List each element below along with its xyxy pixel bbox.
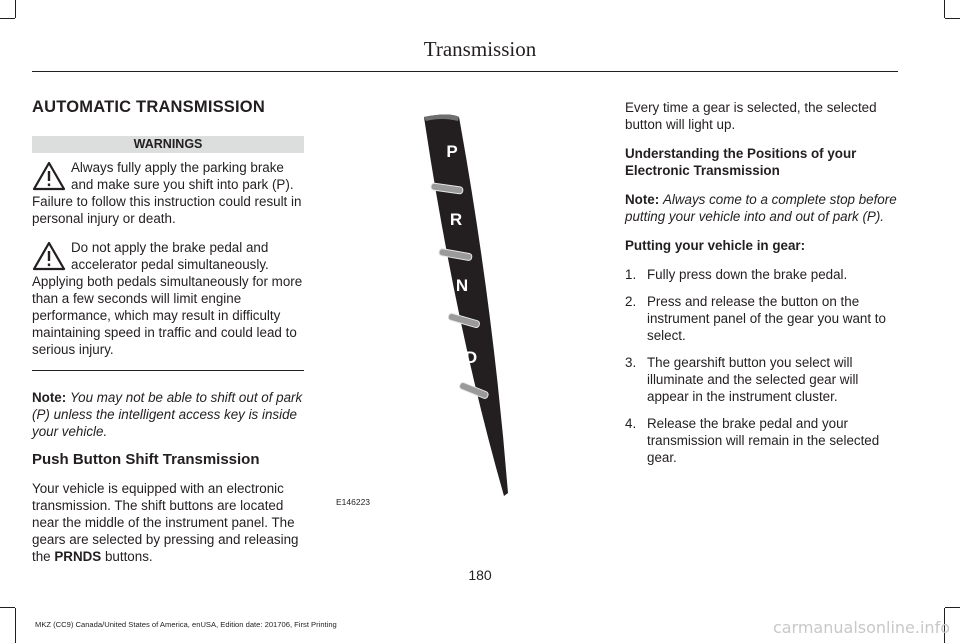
note-paragraph [625, 191, 900, 225]
crop-mark [15, 0, 16, 18]
header-divider [32, 71, 898, 72]
step-text: Fully press down the brake pedal. [647, 267, 848, 282]
subsection-heading: Push Button Shift Transmission [32, 451, 260, 468]
body-bold-term: PRNDS [54, 549, 102, 564]
warnings-label: WARNINGS [32, 136, 304, 153]
warning-triangle-icon [32, 241, 66, 271]
step-text: Press and release the button on the instrument panel of the gear you want to select. [647, 294, 886, 343]
body-text: Your vehicle is equipped with an electronic transmission. The shift buttons are located near the middle of the instrument panel. The gears are selected by pressing and releasing the [32, 481, 299, 564]
left-column [32, 95, 304, 565]
gear-letter-p: P [446, 142, 458, 161]
gear-letter-r: R [449, 210, 463, 229]
note-label: Note: [32, 390, 67, 405]
list-item [625, 293, 900, 344]
step-text: Release the brake pedal and your transmission will remain in the selected gear. [647, 416, 880, 465]
intro-paragraph: Every time a gear is selected, the selected button will light up. [625, 100, 877, 132]
step-number: 3. [625, 355, 637, 370]
list-item [625, 415, 900, 466]
note-text: You may not be able to shift out of park (P) unless the intelligent access key is inside your vehicle. [32, 390, 303, 439]
crop-mark [0, 607, 15, 608]
list-item [625, 266, 900, 283]
body-paragraph [32, 480, 304, 565]
step-number: 2. [625, 294, 637, 309]
list-item [625, 354, 900, 405]
warning-item [32, 159, 304, 227]
step-number: 1. [625, 267, 637, 282]
figure-label: E146223 [336, 497, 371, 507]
warning-triangle-icon [32, 161, 66, 191]
step-text: The gearshift button you select will illuminate and the selected gear will appear in the instrument cluster. [647, 355, 859, 404]
warnings-end-divider [32, 370, 304, 371]
crop-mark [944, 0, 945, 18]
steps-list [625, 266, 900, 466]
warning-text-intro: Always fully apply the parking brake and make sure you shift into park (P). [71, 160, 294, 192]
warning-text-rest: Failure to follow this instruction could result in personal injury or death. [32, 194, 302, 226]
step-number: 4. [625, 416, 637, 431]
warning-item [32, 239, 304, 358]
gear-selector-illustration [330, 95, 586, 515]
page-header-title: Transmission [423, 37, 537, 61]
crop-mark [945, 607, 960, 608]
steps-title: Putting your vehicle in gear: [625, 238, 806, 253]
gear-letter-s: S [474, 418, 486, 437]
body-text-end: buttons. [104, 549, 153, 564]
note-paragraph [32, 389, 304, 440]
warning-text-intro: Do not apply the brake pedal and accelerator pedal simultaneously. [71, 240, 269, 272]
warning-text-rest: Applying both pedals simultaneously for more than a few seconds will limit engine performance, which may result in difficulty maintaining speed in traffic and could lead to serious injury. [32, 274, 303, 357]
page-number: 180 [468, 567, 492, 583]
gear-letter-d: D [464, 348, 478, 367]
gear-letter-n: N [455, 276, 469, 295]
note-text: Always come to a complete stop before putting your vehicle into and out of park (P). [625, 192, 897, 224]
crop-mark [945, 18, 960, 19]
note-label: Note: [625, 192, 660, 207]
watermark: carmanualsonline.info [772, 618, 950, 637]
crop-mark [0, 18, 15, 19]
crop-mark [15, 608, 16, 643]
footer-edition-info: MKZ (CC9) Canada/United States of America, enUSA, Edition date: 201706, First Printing [35, 620, 337, 629]
subsection-heading: Understanding the Positions of your Electronic Transmission [625, 146, 857, 178]
right-column [625, 99, 900, 476]
section-title: AUTOMATIC TRANSMISSION [32, 98, 265, 116]
